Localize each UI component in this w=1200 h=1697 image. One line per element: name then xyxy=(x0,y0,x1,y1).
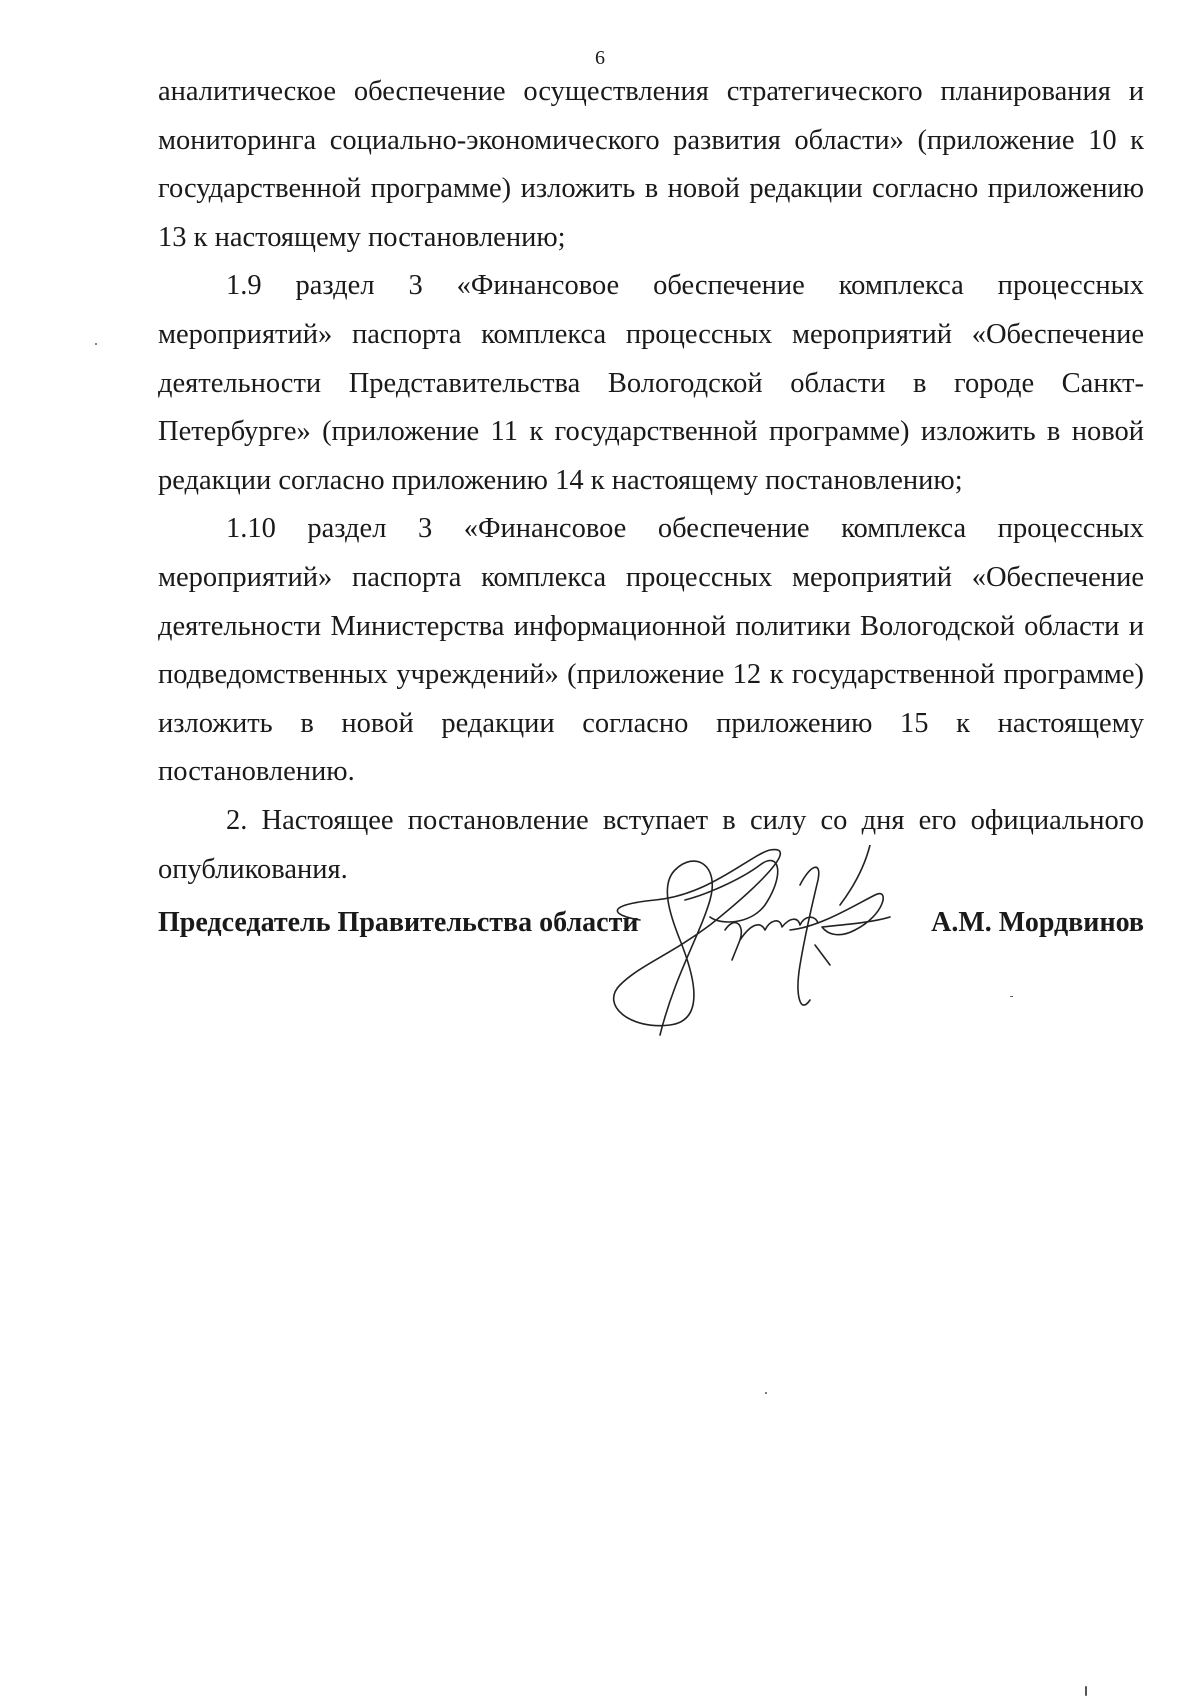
handwritten-signature xyxy=(600,845,960,1045)
paragraph-item-1-10: 1.10 раздел 3 «Финансовое обеспечение комплекса процессных мероприятий» паспорта комплекса процессных мероприятий «Обеспечение деятельности Министерства информационной политики Вологодской области и подведомственных учреждений» (приложение 12 к государственной программе) изложить в новой редакции согласно приложению 15 к настоящему постановлению. xyxy=(158,513,1144,788)
paragraph-item-2: 2. Настоящее постановление вступает в силу со дня его официального опубликования. xyxy=(158,804,1144,885)
page-number: 6 xyxy=(595,47,605,69)
paragraph-continuation: аналитическое обеспечение осуществления стратегического планирования и мониторинга социально-экономического развития области» (приложение 10 к государственной программе) изложить в новой редакции согласно приложению 13 к настоящему постановлению; xyxy=(158,76,1144,253)
scan-speck xyxy=(1085,1686,1087,1696)
paragraph-item-1-9: 1.9 раздел 3 «Финансовое обеспечение комплекса процессных мероприятий» паспорта комплекса процессных мероприятий «Обеспечение деятельности Представительства Вологодской области в городе Санкт-Петербурге» (приложение 11 к государственной программе) изложить в новой редакции согласно приложению 14 к настоящему постановлению; xyxy=(158,270,1144,496)
scan-speck xyxy=(1010,996,1013,997)
scan-speck xyxy=(765,1392,767,1394)
document-body xyxy=(158,68,1144,894)
signatory-name: А.М. Мордвинов xyxy=(931,907,1144,938)
signatory-title: Председатель Правительства области xyxy=(158,907,639,938)
scan-speck xyxy=(95,343,97,345)
